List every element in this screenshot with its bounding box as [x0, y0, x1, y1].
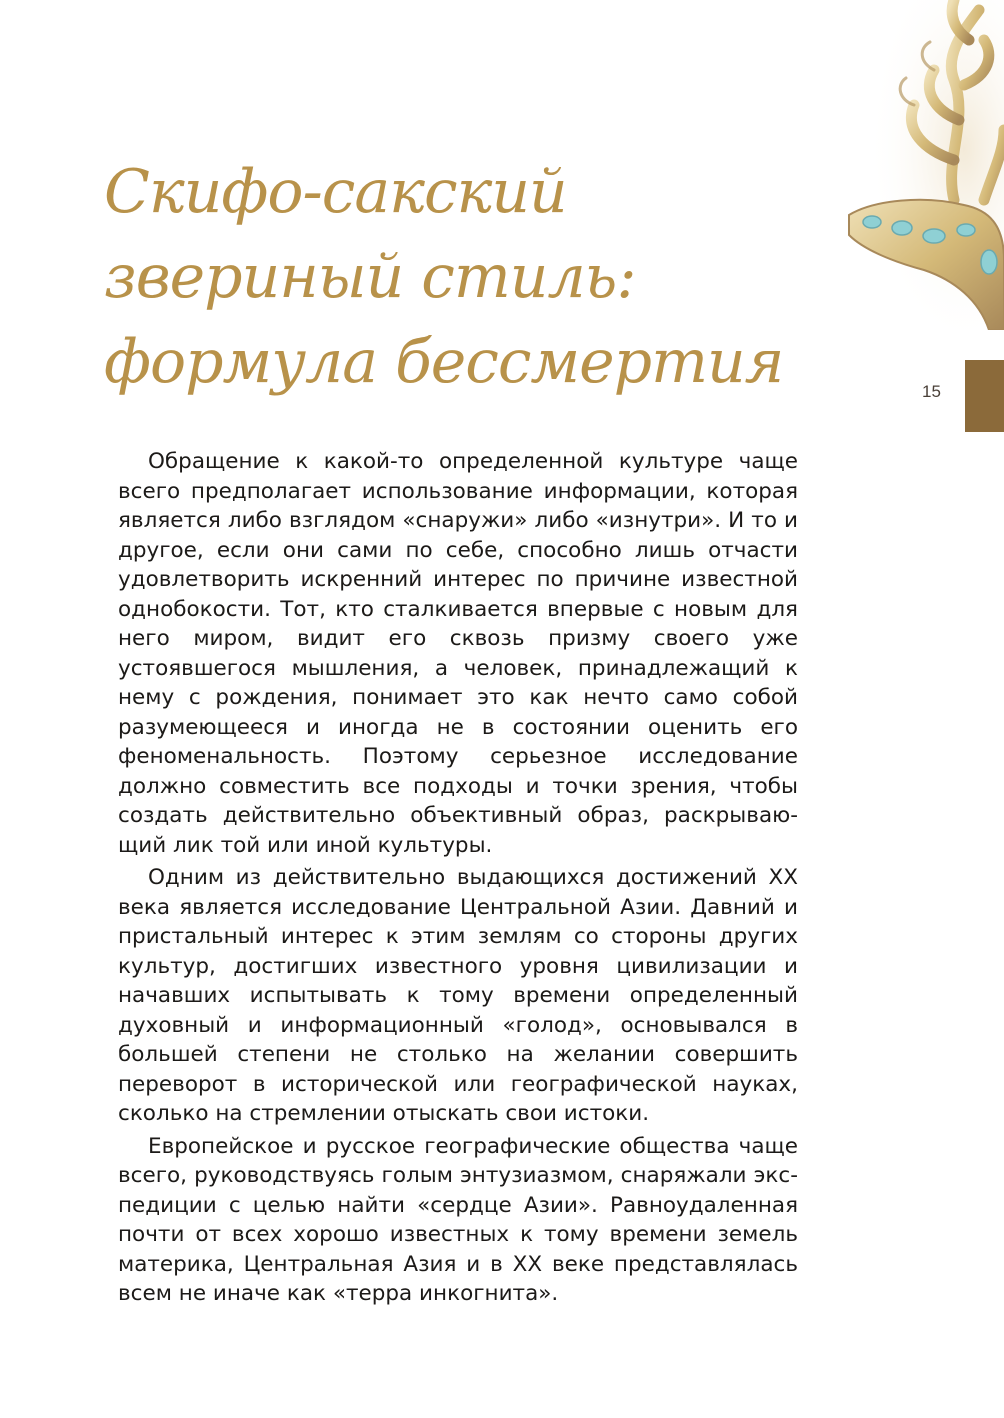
paragraph-2: Одним из действительно выдающихся достижений XX века является исследование Центральной Азии. Давний и пристальный интерес к этим землям со стороны других культур, достигших известного уровня цивилизации и начавших испытывать к тому времени определенный духовный и информационный «голод», основывался в большей степени не столько на желании совершить переворот в исторической или географической науках, сколько на стремлении отыскать свои истоки.	[118, 865, 798, 1126]
page-number: 15	[922, 382, 941, 401]
body-text	[118, 447, 798, 1312]
title-line-1: Скифо-сакский	[104, 157, 567, 227]
deer-ornament-image	[804, 0, 1004, 330]
paragraph-1: Обращение к какой-то определенной культуре чаще всего предполагает использование информации, которая является либо взглядом «снаружи» либо «изнутри». И то и другое, если они сами по себе, способно лишь отчасти удовлетворить искренний интерес по причине известной однобокости. Тот, кто сталкивается впервые с новым для него миром, видит его сквозь призму своего уже устоявшегося мышления, а человек, принадлежащий к нему с рождения, понимает это как нечто само собой разумеющееся и иногда не в состоянии оценить его феноменальность. Поэтому серьезное исследование должно совместить все подходы и точки зрения, чтобы создать действительно объективный образ, раскрывающий лик той или иной культуры.	[118, 449, 798, 858]
page-tab-marker	[965, 360, 1004, 432]
paragraph-3: Европейское и русское географические общества чаще всего, руководствуясь голым энтузиазмом, снаряжали экспедиции с целью найти «сердце Азии». Равноудаленная почти от всех хорошо известных к тому времени земель материка, Центральная Азия и в XX веке представлялась всем не иначе как «терра инкогнита».	[118, 1133, 798, 1306]
chapter-title	[104, 150, 784, 405]
title-line-2: звериный стиль:	[104, 242, 636, 312]
title-line-3: формула бессмертия	[104, 327, 784, 397]
